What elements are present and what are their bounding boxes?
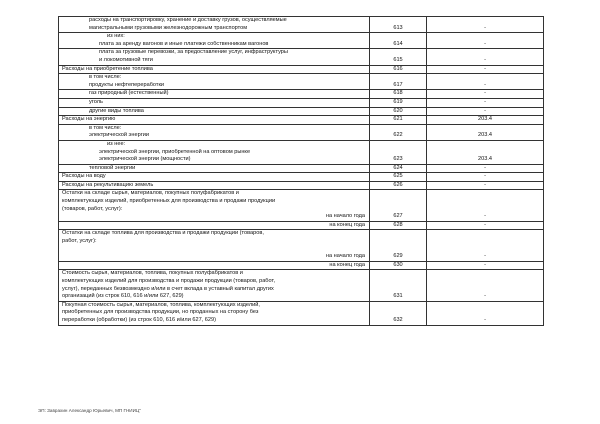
expenses-table-body xyxy=(59,17,544,326)
row-name-cell xyxy=(59,190,370,221)
row-name-line: Остатки на складе топлива для производства и продажи продукции (товаров, xyxy=(62,230,264,237)
row-code-cell: 614 xyxy=(370,33,427,49)
row-name-line: (товаров, работ, услуг): xyxy=(62,205,123,212)
row-name-cell xyxy=(59,270,370,301)
row-code-cell: 620 xyxy=(370,107,427,116)
row-value-cell: - xyxy=(427,270,544,301)
table-row xyxy=(59,261,544,270)
row-name-cell xyxy=(59,17,370,33)
row-name-line: уголь xyxy=(89,98,103,105)
table-row xyxy=(59,221,544,230)
table-row xyxy=(59,164,544,173)
row-value-cell: - xyxy=(427,17,544,33)
row-value-cell: - xyxy=(427,261,544,270)
expenses-table xyxy=(58,16,544,326)
row-name-line: комплектующих изделий, приобретенных для производства и продажи продукции xyxy=(62,198,276,205)
row-code-cell: 622 xyxy=(370,124,427,140)
row-name-line: из нее: xyxy=(107,140,126,147)
row-code-cell: 619 xyxy=(370,98,427,107)
row-name-line: Расходы на приобретение топлива xyxy=(62,65,153,72)
row-code-cell: 616 xyxy=(370,65,427,74)
row-code-cell: 627 xyxy=(370,190,427,221)
row-value-cell: - xyxy=(427,230,544,261)
row-name-line: Остатки на складе сырья, материалов, покупных полуфабрикатов и xyxy=(62,190,239,197)
row-value-cell: - xyxy=(427,301,544,325)
table-row xyxy=(59,107,544,116)
row-name-cell xyxy=(59,65,370,74)
row-code-cell: 629 xyxy=(370,230,427,261)
row-value-cell: - xyxy=(427,49,544,65)
row-name-line: на начало года xyxy=(325,213,365,220)
row-value-cell: - xyxy=(427,173,544,182)
row-name-line xyxy=(59,246,369,254)
row-value-cell: 203.4 xyxy=(427,116,544,125)
row-name-line: комплектующих изделий для производства и продажи продукции (товаров, работ, xyxy=(62,278,275,284)
row-code-cell: 618 xyxy=(370,90,427,99)
row-code-cell: 623 xyxy=(370,140,427,164)
row-name-line: расходы на транспортировку, хранение и доставку грузов, осуществляемые xyxy=(89,17,287,23)
row-name-cell xyxy=(59,164,370,173)
table-row xyxy=(59,124,544,140)
table-row xyxy=(59,230,544,261)
row-name-cell xyxy=(59,173,370,182)
table-row xyxy=(59,49,544,65)
row-code-cell: 615 xyxy=(370,49,427,65)
table-row xyxy=(59,301,544,325)
row-name-line: тепловой энергии xyxy=(89,164,136,171)
row-value-cell: 203.4 xyxy=(427,140,544,164)
table-row xyxy=(59,17,544,33)
row-name-line: в том числе: xyxy=(89,124,122,131)
row-name-cell xyxy=(59,116,370,125)
row-name-line: другие виды топлива xyxy=(89,107,144,114)
row-value-cell: - xyxy=(427,98,544,107)
row-value-cell: - xyxy=(427,221,544,230)
row-value-cell: - xyxy=(427,181,544,190)
table-row xyxy=(59,90,544,99)
row-name-line: работ, услуг): xyxy=(62,238,97,245)
row-code-cell: 625 xyxy=(370,173,427,182)
row-name-line: на начало года xyxy=(325,253,365,260)
row-code-cell: 626 xyxy=(370,181,427,190)
row-name-line: электрической энергии, приобретенной на оптовом рынке xyxy=(99,148,251,155)
row-value-cell: - xyxy=(427,107,544,116)
row-code-cell: 630 xyxy=(370,261,427,270)
row-name-cell xyxy=(59,90,370,99)
row-name-cell xyxy=(59,49,370,65)
table-row xyxy=(59,173,544,182)
row-code-cell: 613 xyxy=(370,17,427,33)
table-row xyxy=(59,140,544,164)
row-name-line: из них: xyxy=(107,33,125,40)
row-name-line: электрической энергии xyxy=(89,132,149,139)
row-name-line: Расходы на энергию xyxy=(62,116,116,123)
row-code-cell: 631 xyxy=(370,270,427,301)
row-value-cell: - xyxy=(427,190,544,221)
row-name-line: Расходы на рекультивацию земель xyxy=(62,181,154,188)
table-row xyxy=(59,33,544,49)
row-name-line: организаций (из строк 610, 616 и/или 627, 629) xyxy=(62,293,184,300)
table-row xyxy=(59,190,544,221)
row-name-line: плата за аренду вагонов и иные платежи собственникам вагонов xyxy=(99,40,269,47)
row-name-line: Стоимость сырья, материалов, топлива, покупных полуфабрикатов и xyxy=(62,270,243,277)
row-name-line: и локомотивной тяги xyxy=(99,56,153,63)
row-name-line: в том числе: xyxy=(89,74,122,81)
row-code-cell: 617 xyxy=(370,74,427,90)
row-name-line: газ природный (естественный) xyxy=(89,90,169,97)
row-value-cell: - xyxy=(427,33,544,49)
row-name-line: электрической энергии (мощности) xyxy=(99,156,191,163)
table-row xyxy=(59,270,544,301)
row-name-line: услуг), переданных безвозмездно и/или в счет вклада в уставный капитал других xyxy=(62,285,274,292)
row-name-line: переработки (обработки) (из строк 610, 616 и/или 627, 629) xyxy=(62,316,217,323)
row-value-cell: - xyxy=(427,65,544,74)
row-code-cell: 628 xyxy=(370,221,427,230)
table-row xyxy=(59,116,544,125)
row-name-line: Расходы на воду xyxy=(62,173,106,180)
signature-footer: ЭП: Заврахин Александр Юрьевич, МП ГНИИЦ" xyxy=(38,408,141,413)
row-name-cell xyxy=(59,74,370,90)
row-name-cell xyxy=(59,33,370,49)
row-name-line: приобретенных для производства продукции, но проданных на сторону без xyxy=(62,309,259,316)
row-name-cell xyxy=(59,124,370,140)
row-name-cell xyxy=(59,221,370,230)
row-code-cell: 624 xyxy=(370,164,427,173)
table-row xyxy=(59,74,544,90)
row-name-cell xyxy=(59,98,370,107)
row-value-cell: - xyxy=(427,90,544,99)
row-name-cell xyxy=(59,230,370,261)
row-value-cell: - xyxy=(427,164,544,173)
row-name-cell xyxy=(59,181,370,190)
row-code-cell: 632 xyxy=(370,301,427,325)
row-name-line: на конец года xyxy=(329,261,365,268)
row-name-cell xyxy=(59,261,370,270)
row-name-line: магистральными грузовыми железнодорожным транспортом xyxy=(89,24,248,31)
table-row xyxy=(59,65,544,74)
row-code-cell: 621 xyxy=(370,116,427,125)
table-row xyxy=(59,98,544,107)
row-value-cell: 203.4 xyxy=(427,124,544,140)
row-name-line: Покупная стоимость сырья, материалов, топлива, комплектующих изделий, xyxy=(62,301,260,308)
row-name-cell xyxy=(59,301,370,325)
table-row xyxy=(59,181,544,190)
row-value-cell: - xyxy=(427,74,544,90)
row-name-line: на конец года xyxy=(329,221,365,228)
row-name-line: плата за грузовые перевозки, за предоставление услуг, инфраструктуры xyxy=(99,49,288,56)
row-name-line: продукты нефтепереработки xyxy=(89,81,165,88)
row-name-cell xyxy=(59,140,370,164)
row-name-cell xyxy=(59,107,370,116)
